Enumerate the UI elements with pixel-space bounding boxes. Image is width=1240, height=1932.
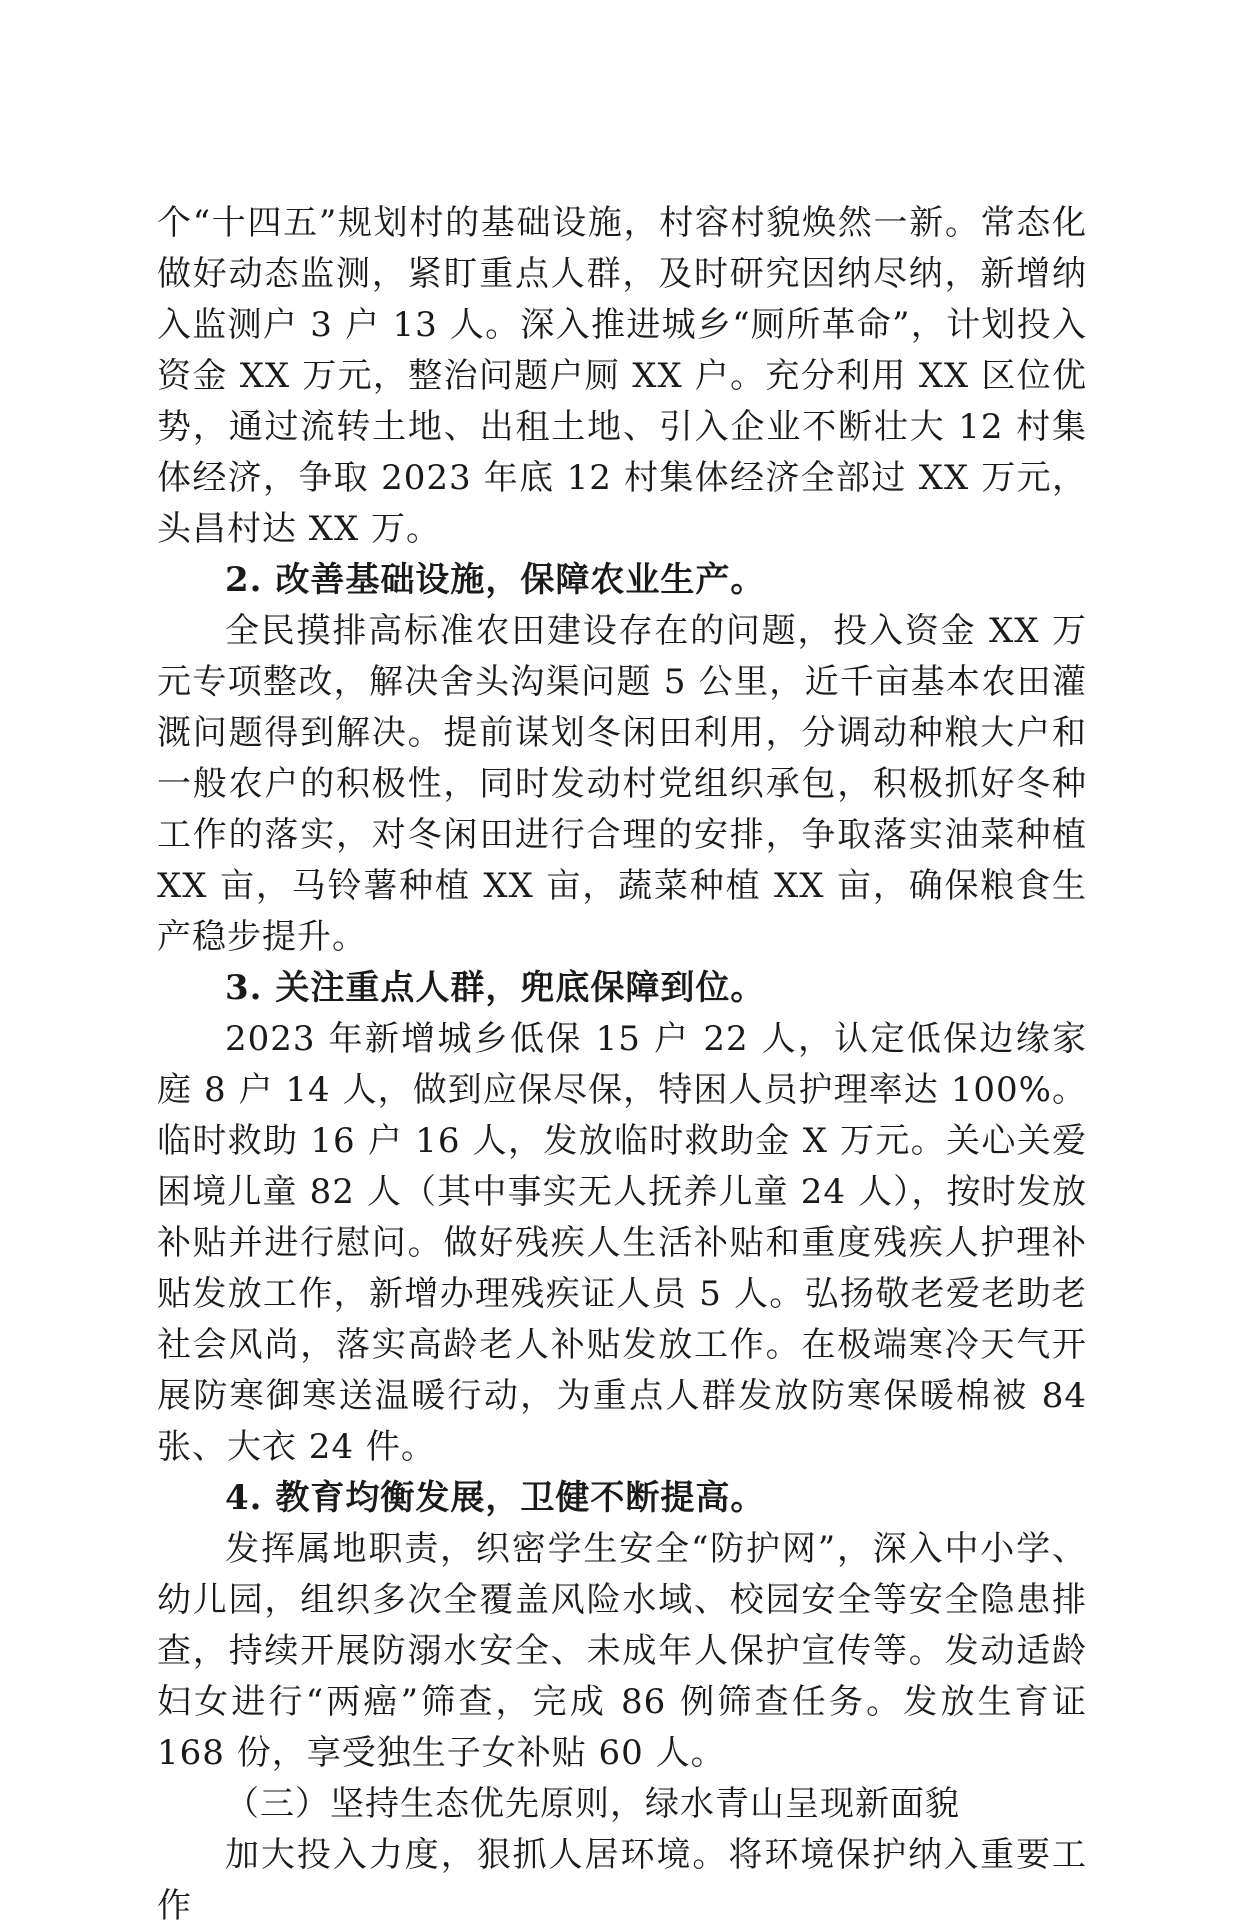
heading-key-groups: 3. 关注重点人群，兜底保障到位。: [225, 968, 766, 1008]
heading-education-health: 4. 教育均衡发展，卫健不断提高。: [225, 1478, 766, 1518]
paragraph-education: 发挥属地职责，织密学生安全“防护网”，深入中小学、幼儿园，组织多次全覆盖风险水域、校园安全等安全隐患排查，持续开展防溺水安全、未成年人保护宣传等。发动适龄妇女进行“两癌”筛查，完成 86 例筛查任务。发放生育证 168 份，享受独生子女补贴 60 人。: [157, 1529, 1087, 1773]
document-page: [157, 198, 1087, 1932]
paragraph-social-security: 2023 年新增城乡低保 15 户 22 人，认定低保边缘家庭 8 户 14 人，做到应保尽保，特困人员护理率达 100%。临时救助 16 户 16 人，发放临时救助金 X 万元。关心关爱困境儿童 82 人（其中事实无人抚养儿童 24 人），按时发放补贴并进行慰问。做好残疾人生活补贴和重度残疾人护理补贴发放工作，新增办理残疾证人员 5 人。弘扬敬老爱老助老社会风尚，落实高龄老人补贴发放工作。在极端寒冷天气开展防寒御寒送温暖行动，为重点人群发放防寒保暖棉被 84 张、大衣 24 件。: [157, 1019, 1087, 1467]
paragraph-farmland: 全民摸排高标准农田建设存在的问题，投入资金 XX 万元专项整改，解决舍头沟渠问题 5 公里，近千亩基本农田灌溉问题得到解决。提前谋划冬闲田利用，分调动种粮大户和一般农户的积极性，同时发动村党组织承包，积极抓好冬种工作的落实，对冬闲田进行合理的安排，争取落实油菜种植 XX 亩，马铃薯种植 XX 亩，蔬菜种植 XX 亩，确保粮食生产稳步提升。: [157, 611, 1087, 957]
paragraph-environment: 加大投入力度，狠抓人居环境。将环境保护纳入重要工作: [157, 1835, 1087, 1926]
heading-improve-infrastructure: 2. 改善基础设施，保障农业生产。: [225, 560, 766, 600]
paragraph-infrastructure-intro: 个“十四五”规划村的基础设施，村容村貌焕然一新。常态化做好动态监测，紧盯重点人群，及时研究因纳尽纳，新增纳入监测户 3 户 13 人。深入推进城乡“厕所革命”，计划投入资金 XX 万元，整治问题户厕 XX 户。充分利用 XX 区位优势，通过流转土地、出租土地、引入企业不断壮大 12 村集体经济，争取 2023 年底 12 村集体经济全部过 XX 万元，头昌村达 XX 万。: [157, 203, 1087, 549]
section-title-ecology: （三）坚持生态优先原则，绿水青山呈现新面貌: [225, 1784, 960, 1824]
